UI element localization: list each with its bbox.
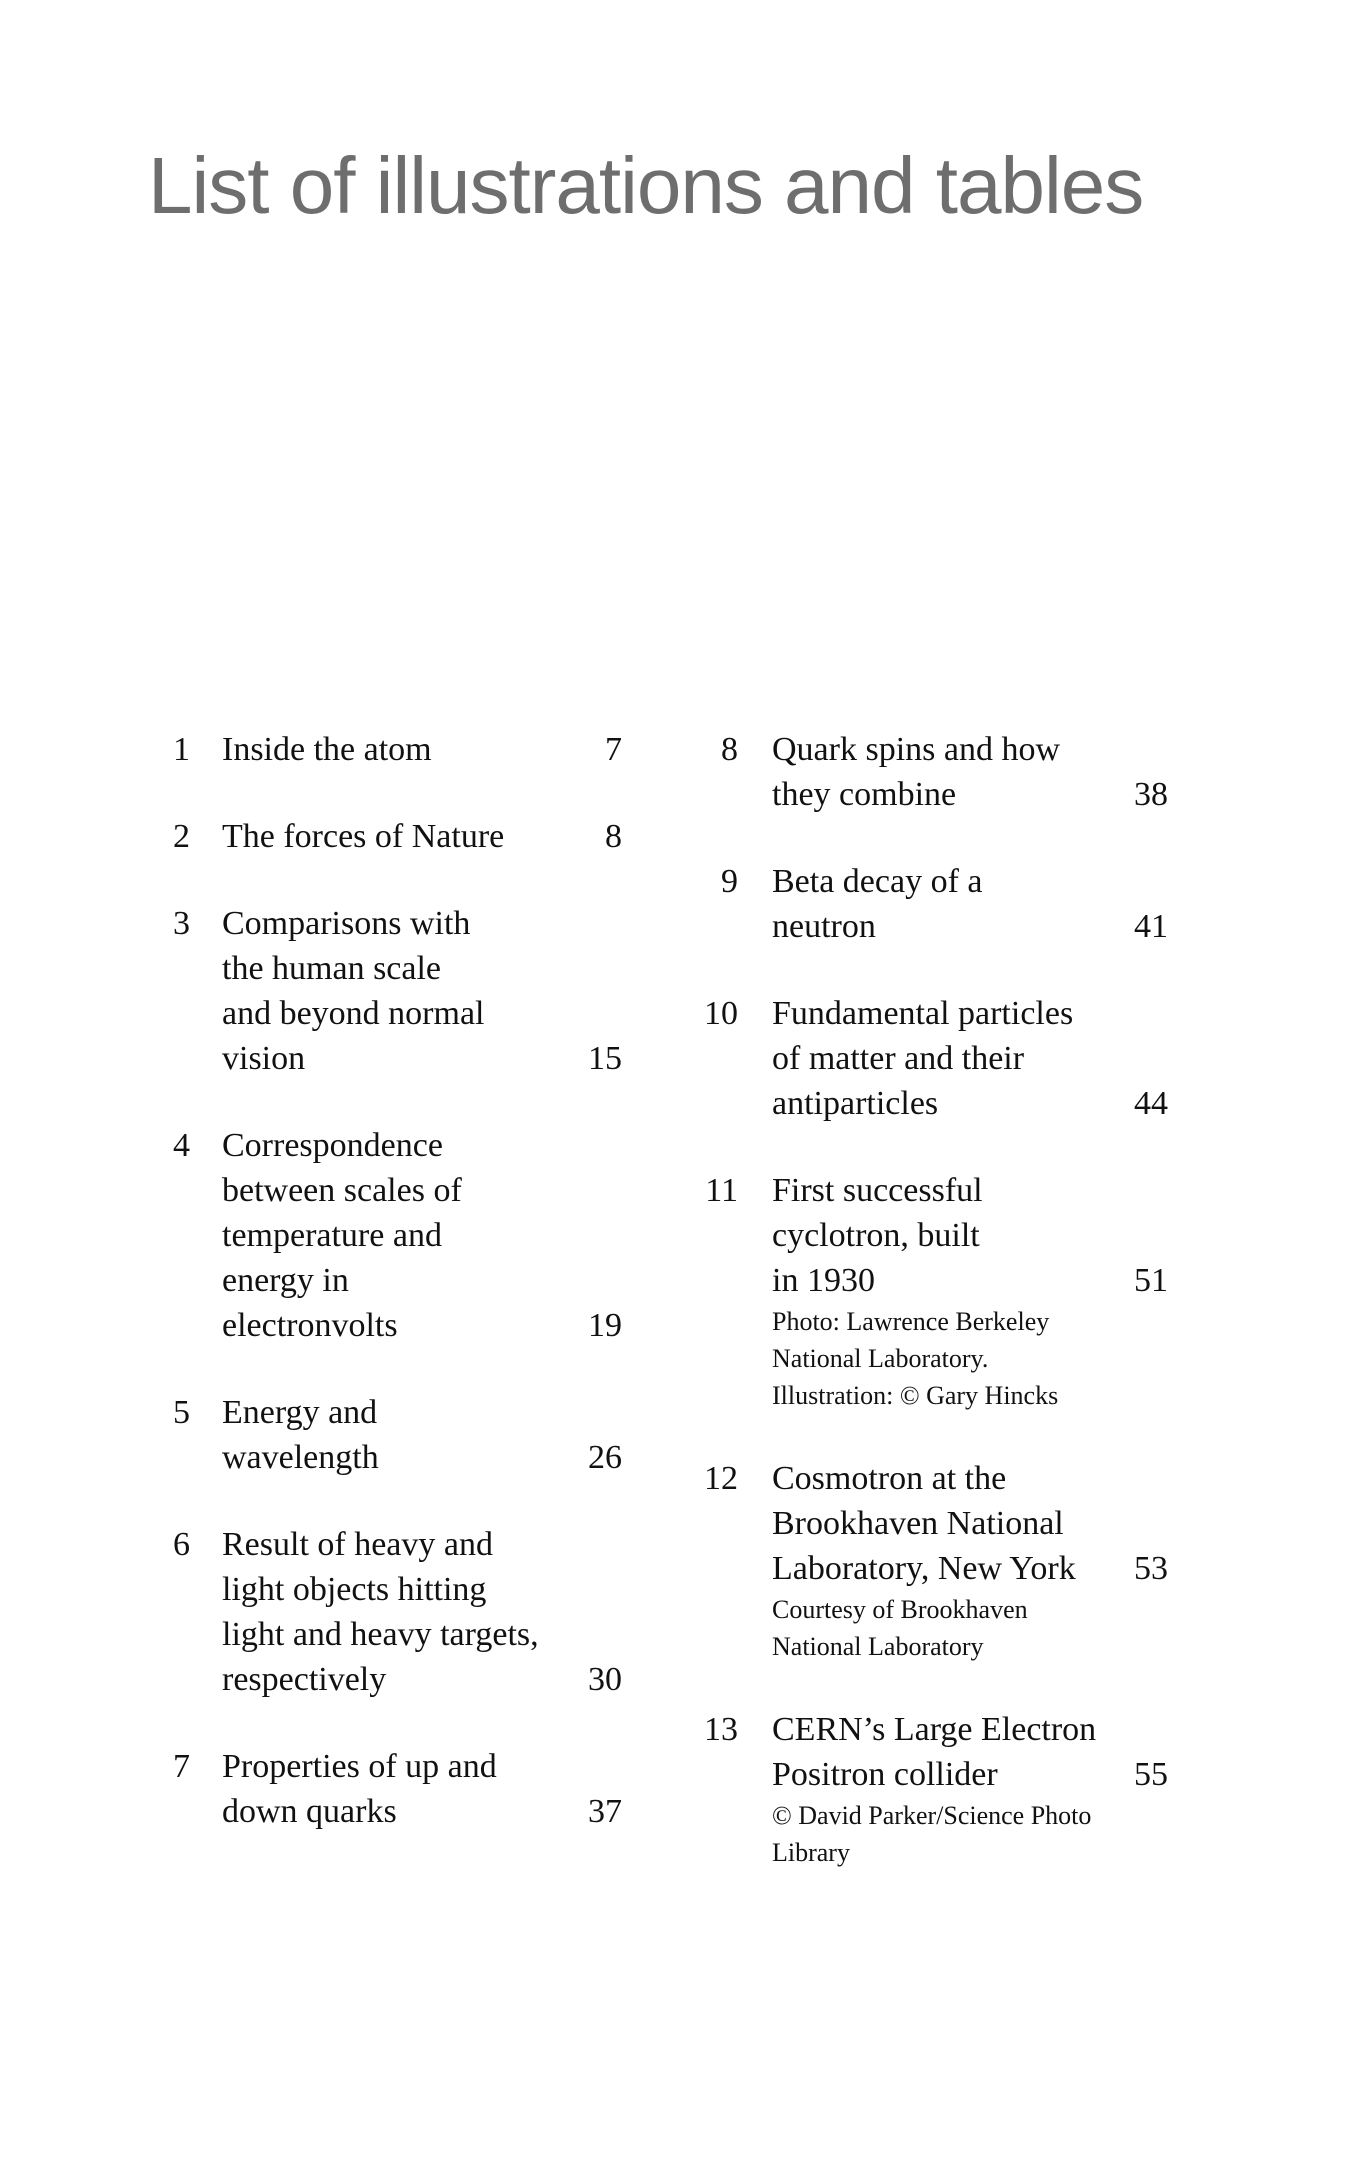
entry-title-line: Quark spins and how bbox=[772, 731, 1061, 768]
entry-title-line: Positron collider bbox=[772, 1756, 998, 1793]
entry-number: 3 bbox=[173, 905, 190, 942]
entry-title-line: neutron bbox=[772, 908, 876, 945]
entry-title-line: First successful bbox=[772, 1172, 983, 1209]
entry-title-line: respectively bbox=[222, 1661, 387, 1698]
entry-page-number: 26 bbox=[588, 1439, 622, 1476]
entry-page-number: 37 bbox=[588, 1793, 622, 1830]
entry-number: 10 bbox=[704, 995, 738, 1032]
entry-title-line: Properties of up and bbox=[222, 1748, 497, 1785]
entry-credit-line: National Laboratory bbox=[772, 1632, 984, 1661]
entry-title-line: Brookhaven National bbox=[772, 1505, 1064, 1542]
entry-credit-line: Courtesy of Brookhaven bbox=[772, 1595, 1028, 1624]
entry-number: 5 bbox=[173, 1394, 190, 1431]
entry-title-line: wavelength bbox=[222, 1439, 379, 1476]
entry-title-line: they combine bbox=[772, 776, 957, 813]
entry-page-number: 7 bbox=[605, 731, 622, 768]
entry-title-line: in 1930 bbox=[772, 1262, 875, 1299]
entry-title-line: Correspondence bbox=[222, 1127, 443, 1164]
page-title: List of illustrations and tables bbox=[148, 141, 1144, 230]
entry-title-line: the human scale bbox=[222, 950, 442, 987]
entry-title-line: cyclotron, built bbox=[772, 1217, 980, 1254]
entry-title-line: light objects hitting bbox=[222, 1571, 487, 1608]
entry-number: 4 bbox=[173, 1127, 190, 1164]
entry-title-line: Beta decay of a bbox=[772, 863, 983, 900]
entry-title-line: Fundamental particles bbox=[772, 995, 1074, 1032]
entry-title-line: of matter and their bbox=[772, 1040, 1025, 1077]
entry-page-number: 19 bbox=[588, 1307, 622, 1344]
entry-title-line: temperature and bbox=[222, 1217, 442, 1254]
entry-title-line: electronvolts bbox=[222, 1307, 398, 1344]
entry-title-line: light and heavy targets, bbox=[222, 1616, 539, 1653]
entry-number: 6 bbox=[173, 1526, 190, 1563]
entry-credit-line: Library bbox=[772, 1838, 850, 1867]
entry-number: 1 bbox=[173, 731, 190, 768]
entry-title-line: Inside the atom bbox=[222, 731, 432, 768]
entry-title-line: Energy and bbox=[222, 1394, 378, 1431]
entry-title-line: down quarks bbox=[222, 1793, 397, 1830]
entry-page-number: 8 bbox=[605, 818, 622, 855]
entry-credit-line: Photo: Lawrence Berkeley bbox=[772, 1307, 1050, 1336]
entry-title-line: Laboratory, New York bbox=[772, 1550, 1076, 1587]
entry-number: 11 bbox=[705, 1172, 738, 1209]
entry-title-line: and beyond normal bbox=[222, 995, 485, 1032]
entry-number: 8 bbox=[721, 731, 738, 768]
entry-page-number: 55 bbox=[1134, 1756, 1168, 1793]
entry-page-number: 44 bbox=[1134, 1085, 1168, 1122]
entry-title-line: Result of heavy and bbox=[222, 1526, 493, 1563]
entry-page-number: 38 bbox=[1134, 776, 1168, 813]
entry-page-number: 15 bbox=[588, 1040, 622, 1077]
entry-credit-line: © David Parker/Science Photo bbox=[772, 1801, 1092, 1830]
entry-page-number: 30 bbox=[588, 1661, 622, 1698]
entry-title-line: between scales of bbox=[222, 1172, 462, 1209]
entry-page-number: 51 bbox=[1134, 1262, 1168, 1299]
entry-title-line: Cosmotron at the bbox=[772, 1460, 1007, 1497]
entry-page-number: 41 bbox=[1134, 908, 1168, 945]
entry-title-line: CERN’s Large Electron bbox=[772, 1711, 1097, 1748]
entry-number: 9 bbox=[721, 863, 738, 900]
entry-number: 12 bbox=[704, 1460, 738, 1497]
entry-title-line: vision bbox=[222, 1040, 306, 1077]
entry-title-line: energy in bbox=[222, 1262, 349, 1299]
entry-number: 2 bbox=[173, 818, 190, 855]
entry-title-line: antiparticles bbox=[772, 1085, 939, 1122]
entry-page-number: 53 bbox=[1134, 1550, 1168, 1587]
entry-title-line: The forces of Nature bbox=[222, 818, 505, 855]
entry-title-line: Comparisons with bbox=[222, 905, 471, 942]
entry-number: 13 bbox=[704, 1711, 738, 1748]
entry-credit-line: Illustration: © Gary Hincks bbox=[772, 1381, 1059, 1410]
entry-credit-line: National Laboratory. bbox=[772, 1344, 989, 1373]
entry-number: 7 bbox=[173, 1748, 190, 1785]
